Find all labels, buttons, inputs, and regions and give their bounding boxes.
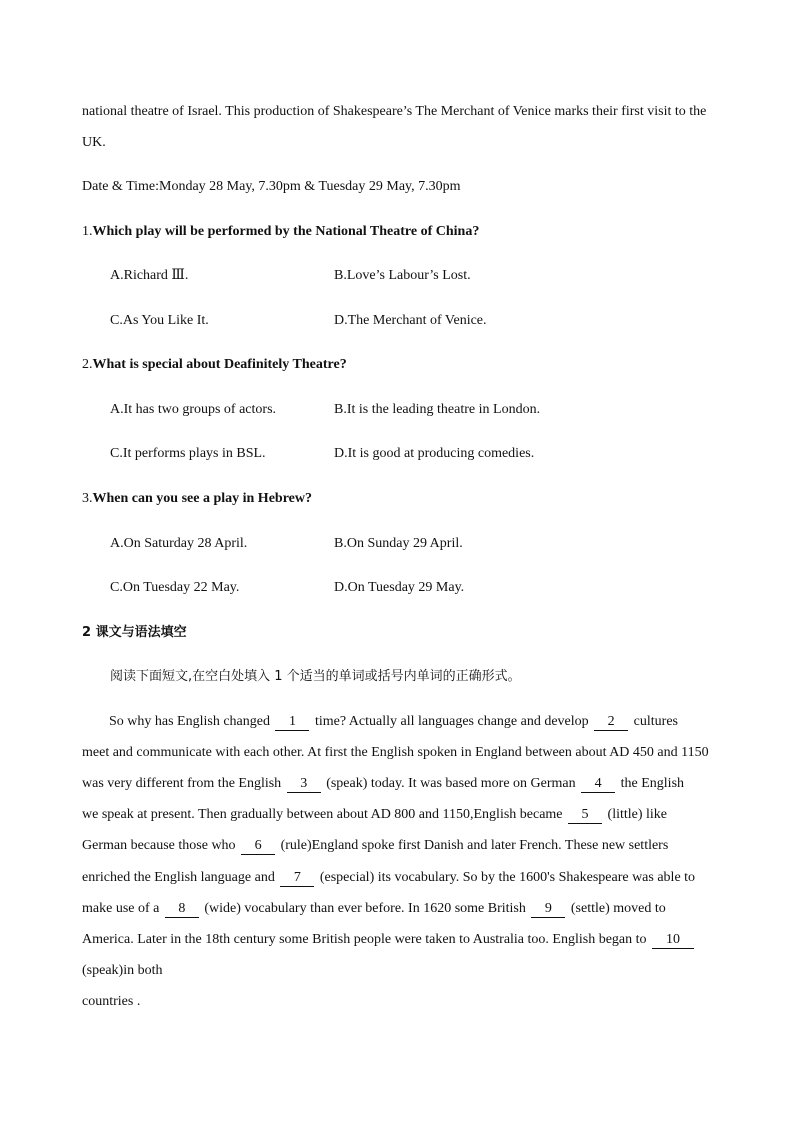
q3-option-a: A.On Saturday 28 April. xyxy=(110,536,248,551)
question-text: When can you see a play in Hebrew? xyxy=(92,491,312,506)
intro-datetime: Date & Time:Monday 28 May, 7.30pm & Tuesday 29 May, 7.30pm xyxy=(82,179,461,194)
question-text: What is special about Deafinitely Theatre? xyxy=(92,357,347,372)
passage-text: (settle) moved to xyxy=(570,901,666,916)
q1-option-b: B.Love’s Labour’s Lost. xyxy=(334,268,471,283)
passage-line-1 xyxy=(109,712,678,732)
blank-2: 2 xyxy=(594,714,628,731)
passage-text: make use of a xyxy=(82,901,160,916)
passage-line-5 xyxy=(82,836,668,856)
q1-option-a: A.Richard Ⅲ. xyxy=(110,268,189,283)
question-number: 3. xyxy=(82,491,93,506)
section-heading: 2 课文与语法填空 xyxy=(82,625,187,640)
passage-text: (little) like xyxy=(607,807,668,822)
question-number: 2. xyxy=(82,357,93,372)
passage-line-3 xyxy=(82,774,684,794)
q1-option-d: D.The Merchant of Venice. xyxy=(334,313,487,328)
question-3 xyxy=(82,489,312,509)
passage-text: enriched the English language and xyxy=(82,870,275,885)
question-2 xyxy=(82,355,347,375)
q1-option-c: C.As You Like It. xyxy=(110,313,209,328)
question-1 xyxy=(82,222,479,242)
blank-9: 9 xyxy=(531,901,565,918)
q3-option-b: B.On Sunday 29 April. xyxy=(334,536,463,551)
passage-text: time? Actually all languages change and develop xyxy=(314,714,589,729)
question-number: 1. xyxy=(82,224,93,239)
passage-text: we speak at present. Then gradually between about AD 800 and 1150,English became xyxy=(82,807,563,822)
passage-line-10: countries . xyxy=(82,994,141,1009)
passage-text: (especial) its vocabulary. So by the 1600's Shakespeare was able to xyxy=(319,870,696,885)
passage-line-6 xyxy=(82,868,695,888)
passage-line-2: meet and communicate with each other. At first the English spoken in England between about AD 450 and 1150 xyxy=(82,745,709,760)
passage-line-8 xyxy=(82,930,696,950)
blank-1: 1 xyxy=(275,714,309,731)
blank-8: 8 xyxy=(165,901,199,918)
passage-text: was very different from the English xyxy=(82,776,282,791)
passage-line-7 xyxy=(82,899,666,919)
passage-text: (wide) vocabulary than ever before. In 1620 some British xyxy=(204,901,526,916)
passage-text: So why has English changed xyxy=(109,714,270,729)
passage-line-4 xyxy=(82,805,667,825)
blank-5: 5 xyxy=(568,807,602,824)
q2-option-c: C.It performs plays in BSL. xyxy=(110,446,266,461)
q2-option-b: B.It is the leading theatre in London. xyxy=(334,402,541,417)
intro-line-2: UK. xyxy=(82,135,106,150)
passage-text: German because those who xyxy=(82,838,236,853)
passage-text: the English xyxy=(620,776,685,791)
blank-6: 6 xyxy=(241,838,275,855)
q3-option-d: D.On Tuesday 29 May. xyxy=(334,580,465,595)
blank-4: 4 xyxy=(581,776,615,793)
blank-7: 7 xyxy=(280,870,314,887)
blank-3: 3 xyxy=(287,776,321,793)
q2-option-d: D.It is good at producing comedies. xyxy=(334,446,535,461)
intro-line-1: national theatre of Israel. This production of Shakespeare’s The Merchant of Venice marks their first visit to the xyxy=(82,104,707,119)
passage-line-9: (speak)in both xyxy=(82,963,163,978)
question-text: Which play will be performed by the National Theatre of China? xyxy=(92,224,480,239)
blank-10: 10 xyxy=(652,932,694,949)
q3-option-c: C.On Tuesday 22 May. xyxy=(110,580,240,595)
passage-text: (speak) today. It was based more on German xyxy=(326,776,576,791)
passage-text: cultures xyxy=(633,714,678,729)
q2-option-a: A.It has two groups of actors. xyxy=(110,402,277,417)
section-instruction: 阅读下面短文,在空白处填入 1 个适当的单词或括号内单词的正确形式。 xyxy=(110,669,521,684)
passage-text: (rule)England spoke first Danish and later French. These new settlers xyxy=(280,838,669,853)
passage-text: America. Later in the 18th century some British people were taken to Australia too. English began to xyxy=(82,932,647,947)
